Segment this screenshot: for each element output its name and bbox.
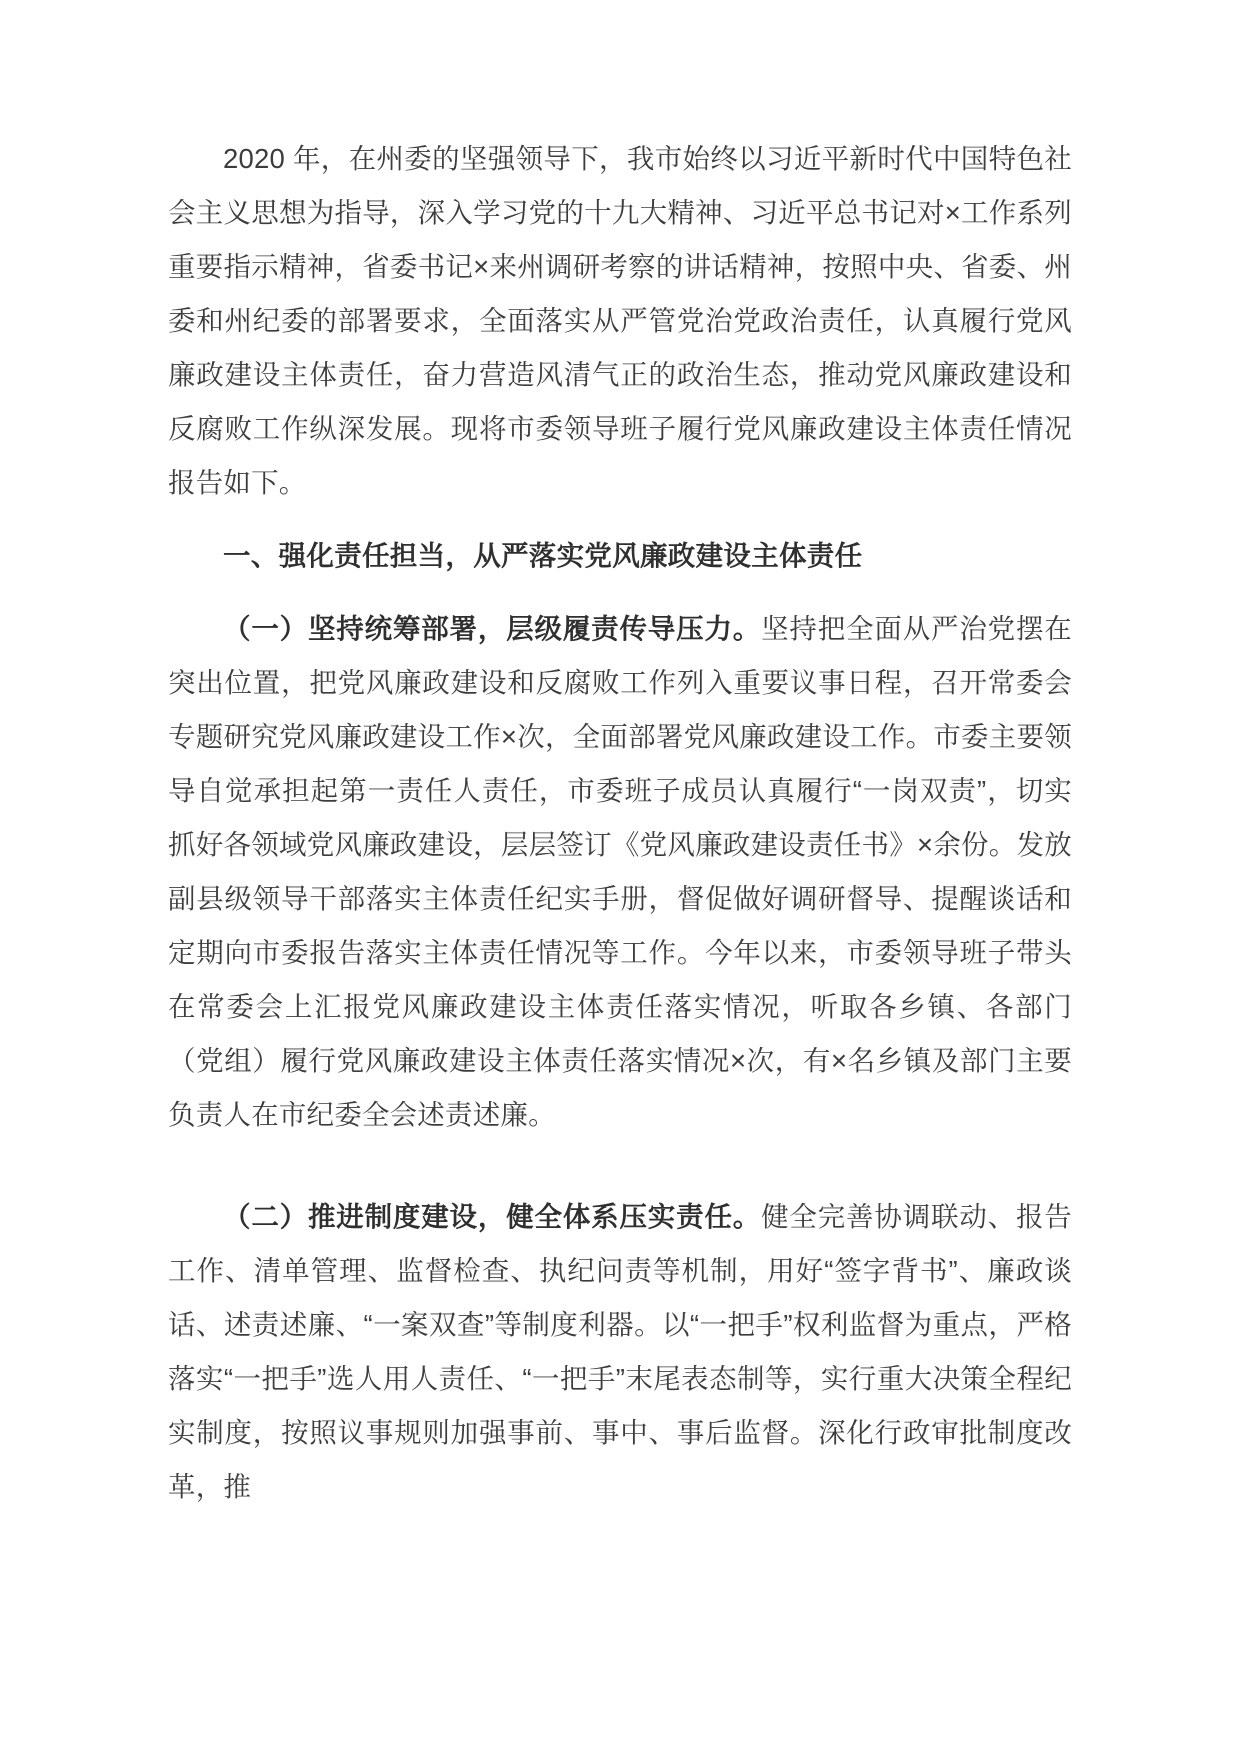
section-heading-1: 一、强化责任担当，从严落实党风廉政建设主体责任 (223, 540, 863, 571)
spacer (168, 1142, 1072, 1190)
subsection-1-lead: （一）坚持统筹部署，层级履责传导压力。 (223, 613, 762, 644)
intro-paragraph: 2020 年，在州委的坚强领导下，我市始终以习近平新时代中国特色社会主义思想为指导，深入学习党的十九大精神、习近平总书记对×工作系列重要指示精神，省委书记×来州调研考察的讲话精神，按照中央、省委、州委和州纪委的部署要求，全面落实从严管党治党政治责任，认真履行党风廉政建设主体责任，奋力营造风清气正的政治生态，推动党风廉政建设和反腐败工作纵深发展。现将市委领导班子履行党风廉政建设主体责任情况报告如下。 (168, 143, 1072, 498)
subsection-2-text: 健全完善协调联动、报告工作、清单管理、监督检查、执纪问责等机制，用好“签字背书”、廉政谈话、述责述廉、“一案双查”等制度利器。以“一把手”权利监督为重点，严格落实“一把手”选人用人责任、“一把手”末尾表态制等，实行重大决策全程纪实制度，按照议事规则加强事前、事中、事后监督。深化行政审批制度改革，推 (168, 1201, 1072, 1502)
document-body (168, 132, 1072, 1514)
subsection-1-paragraph (168, 602, 1072, 1142)
subsection-2-paragraph (168, 1190, 1072, 1514)
subsection-2-lead: （二）推进制度建设，健全体系压实责任。 (223, 1201, 762, 1232)
spacer (168, 510, 1072, 529)
subsection-1-text: 坚持把全面从严治党摆在突出位置，把党风廉政建设和反腐败工作列入重要议事日程，召开常委会专题研究党风廉政建设工作×次，全面部署党风廉政建设工作。市委主要领导自觉承担起第一责任人责任，市委班子成员认真履行“一岗双责”，切实抓好各领域党风廉政建设，层层签订《党风廉政建设责任书》×余份。发放副县级领导干部落实主体责任纪实手册，督促做好调研督导、提醒谈话和定期向市委报告落实主体责任情况等工作。今年以来，市委领导班子带头在常委会上汇报党风廉政建设主体责任落实情况，听取各乡镇、各部门（党组）履行党风廉政建设主体责任落实情况×次，有×名乡镇及部门主要负责人在市纪委全会述责述廉。 (168, 613, 1072, 1130)
spacer (168, 583, 1072, 602)
